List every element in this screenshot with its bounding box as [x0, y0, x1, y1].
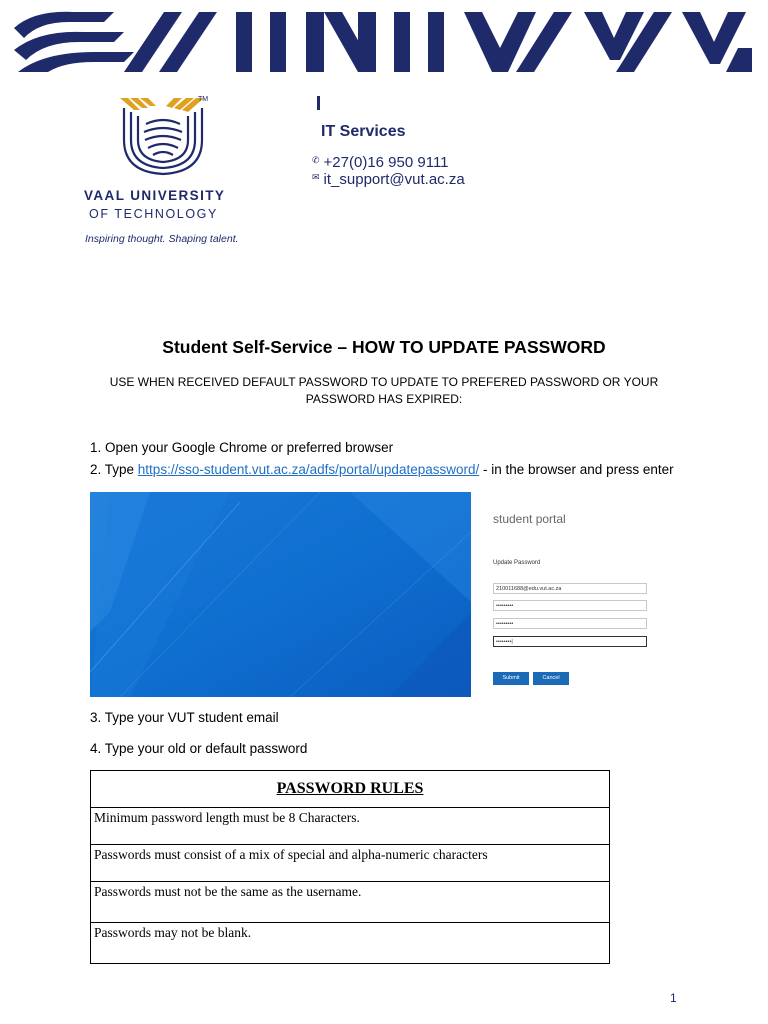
portal-old-password-field: ••••••••• [493, 600, 647, 611]
page-number: 1 [670, 991, 677, 1005]
portal-title: student portal [493, 512, 566, 526]
portal-cancel-button: Cancel [533, 672, 569, 685]
department-title: IT Services [321, 123, 406, 140]
step-2-prefix: 2. Type [90, 462, 138, 477]
brand-banner [14, 8, 752, 72]
portal-new-password-field: ••••••••• [493, 618, 647, 629]
email-icon: ✉ [312, 172, 320, 182]
university-subtitle: OF TECHNOLOGY [89, 207, 218, 221]
step-2 [90, 462, 674, 477]
password-rule: Minimum password length must be 8 Characters. [91, 808, 610, 845]
vut-logo-icon [118, 96, 208, 176]
support-email: it_support@vut.ac.za [323, 171, 465, 188]
phone-icon: ✆ [312, 155, 320, 165]
update-password-link[interactable]: https://sso-student.vut.ac.za/adfs/portal/updatepassword/ [137, 462, 480, 477]
university-name: VAAL UNIVERSITY [84, 188, 226, 203]
password-rules-table [90, 770, 610, 964]
portal-submit-button: Submit [493, 672, 529, 685]
portal-confirm-password-field: ••••••••| [493, 636, 647, 647]
document-title: Student Self-Service – HOW TO UPDATE PASSWORD [162, 337, 606, 357]
university-tagline: Inspiring thought. Shaping talent. [85, 233, 239, 245]
phone-row [312, 154, 449, 171]
password-rule: Passwords must consist of a mix of special and alpha-numeric characters [91, 845, 610, 882]
step-1: 1. Open your Google Chrome or preferred browser [90, 440, 394, 455]
step-2-suffix: - in the browser and press enter [479, 462, 674, 477]
password-rule: Passwords may not be blank. [91, 923, 610, 964]
text-cursor-mark [317, 96, 320, 110]
password-rule: Passwords must not be the same as the username. [91, 882, 610, 923]
portal-screenshot [90, 492, 678, 698]
step-3: 3. Type your VUT student email [90, 710, 279, 725]
step-4: 4. Type your old or default password [90, 741, 308, 756]
portal-background-image [90, 492, 471, 697]
phone-number: +27(0)16 950 9111 [323, 154, 449, 171]
portal-subtitle: Update Password [493, 560, 541, 566]
trademark-mark: TM [198, 96, 209, 103]
portal-form-panel [471, 492, 678, 697]
portal-email-field: 210011688@edu.vut.ac.za [493, 583, 647, 594]
email-row [312, 171, 465, 188]
password-rules-heading: PASSWORD RULES [91, 771, 610, 808]
document-intro: USE WHEN RECEIVED DEFAULT PASSWORD TO UPDATE TO PREFERED PASSWORD OR YOUR PASSWORD HAS EXPIRED: [109, 375, 659, 406]
